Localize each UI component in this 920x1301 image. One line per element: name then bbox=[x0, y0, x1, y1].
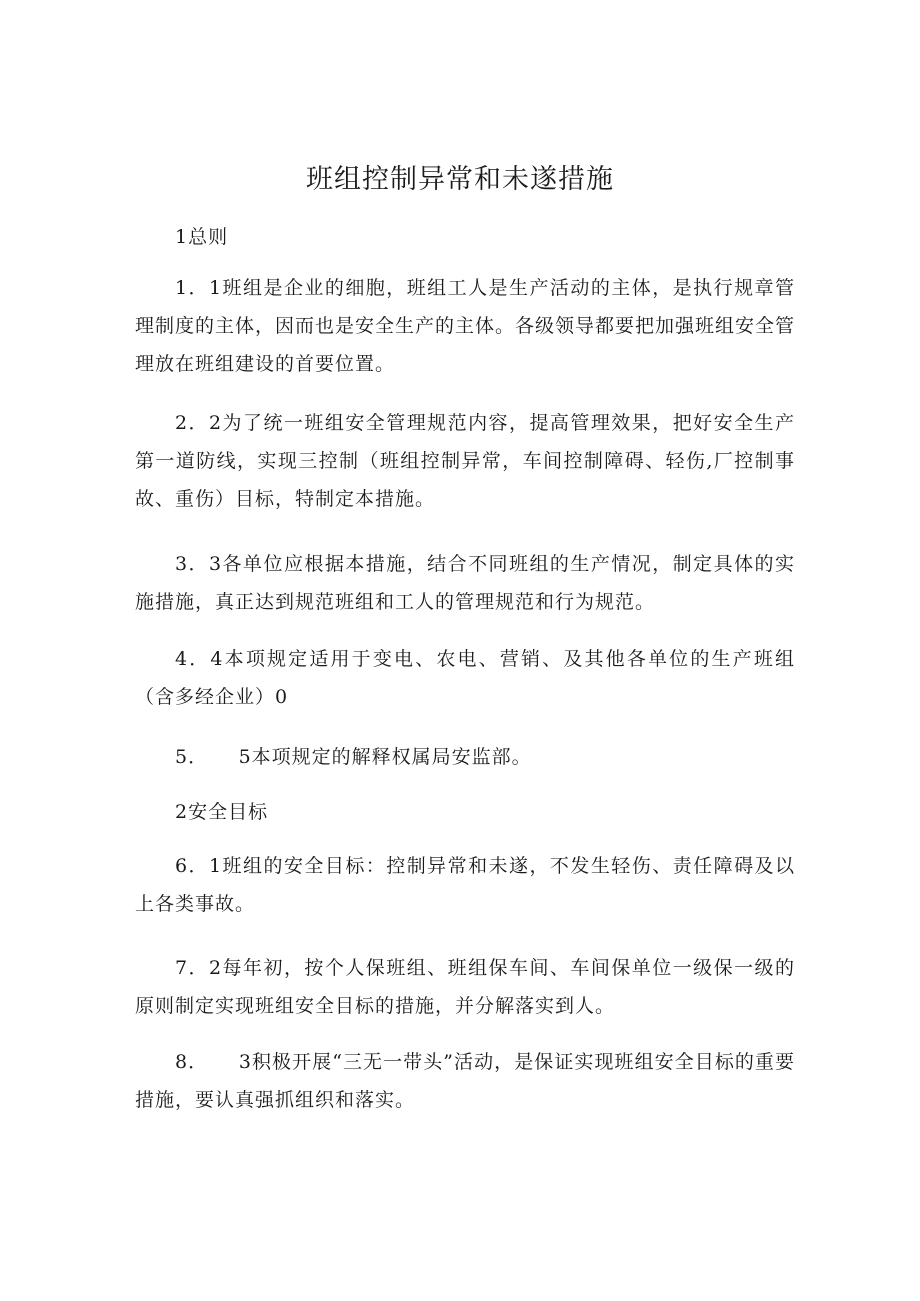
paragraph-1-5: 5． 5本项规定的解释权属局安监部。 bbox=[175, 746, 532, 768]
paragraph-1-1: 1．1班组是企业的细胞，班组工人是生产活动的主体，是执行规章管理制度的主体，因而也是安全生产的主体。各级领导都要把加强班组安全管理放在班组建设的首要位置。 bbox=[135, 277, 796, 375]
paragraph-2-1: 6．1班组的安全目标：控制异常和未遂，不发生轻伤、责任障碍及以上各类事故。 bbox=[135, 855, 795, 915]
paragraph-1-3: 3．3各单位应根据本措施，结合不同班组的生产情况，制定具体的实施措施，真正达到规范班组和工人的管理规范和行为规范。 bbox=[135, 553, 795, 613]
paragraph-2-3: 8． 3积极开展“三无一带头”活动，是保证实现班组安全目标的重要措施，要认真强抓组织和落实。 bbox=[135, 1051, 795, 1111]
section-heading-safety-goals: 2安全目标 bbox=[175, 801, 269, 823]
section-heading-general: 1总则 bbox=[175, 226, 229, 248]
paragraph-1-4: 4．4本项规定适用于变电、农电、营销、及其他各单位的生产班组（含多经企业）0 bbox=[135, 648, 795, 708]
paragraph-1-2: 2．2为了统一班组安全管理规范内容，提高管理效果，把好安全生产第一道防线，实现三控制（班组控制异常，车间控制障碍、轻伤,厂控制事故、重伤）目标，特制定本措施。 bbox=[135, 412, 795, 510]
paragraph-2-2: 7．2每年初，按个人保班组、班组保车间、车间保单位一级保一级的原则制定实现班组安全目标的措施，并分解落实到人。 bbox=[135, 957, 795, 1017]
page-title: 班组控制异常和未遂措施 bbox=[306, 164, 614, 195]
